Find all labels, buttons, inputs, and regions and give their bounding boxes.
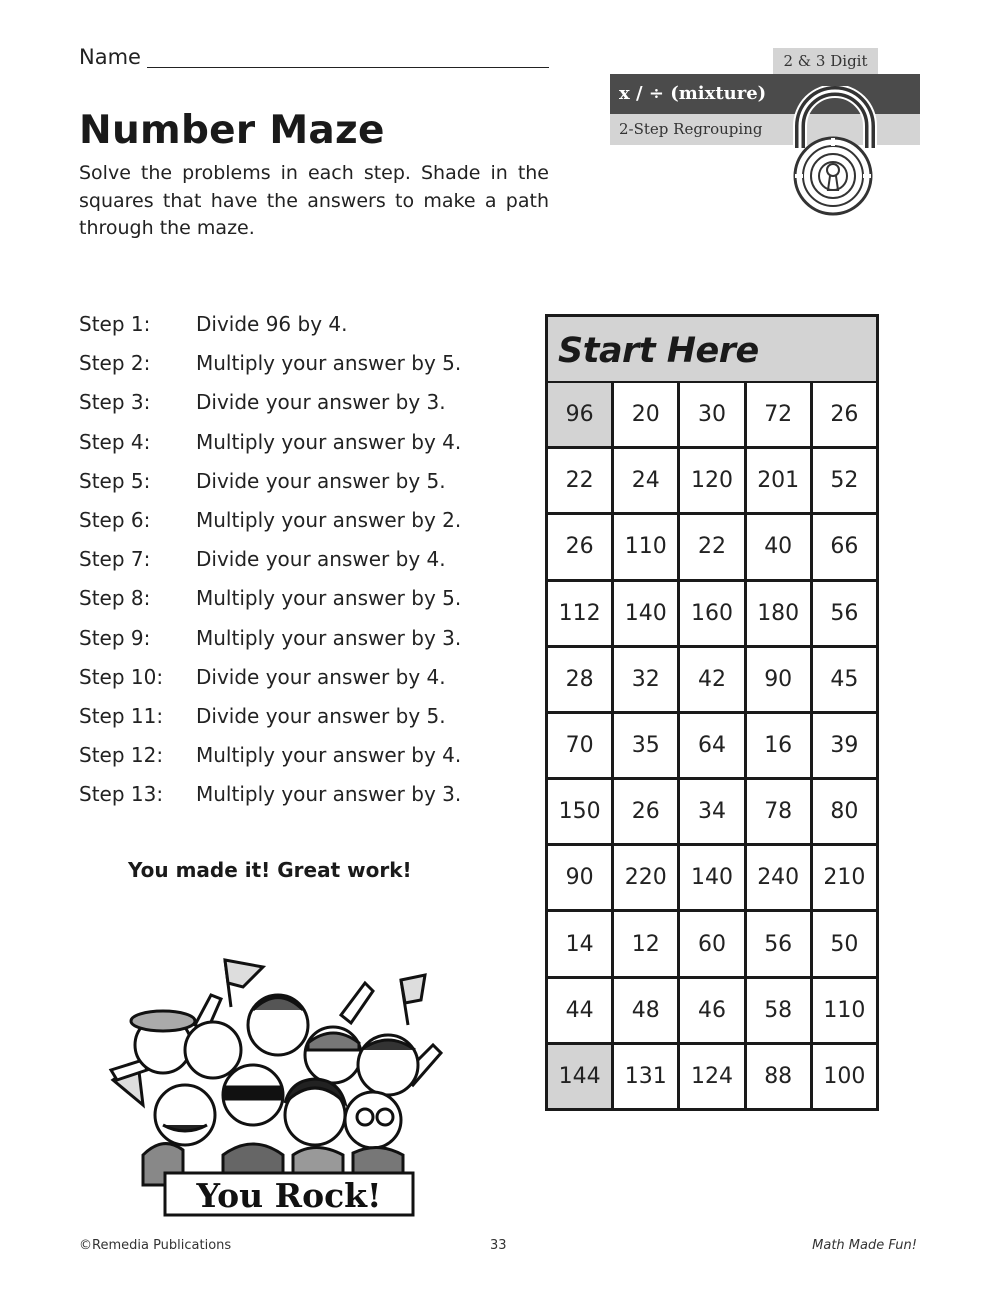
- maze-grid: [548, 383, 876, 1108]
- maze-cell[interactable]: 240: [747, 846, 810, 909]
- step-text: Divide your answer by 4.: [196, 547, 446, 572]
- cheering-crowd-illustration: [103, 955, 463, 1220]
- maze-cell[interactable]: 100: [813, 1045, 876, 1108]
- maze-cell[interactable]: 160: [680, 582, 743, 645]
- maze-cell[interactable]: 39: [813, 714, 876, 777]
- maze-cell[interactable]: 110: [614, 515, 677, 578]
- maze-cell[interactable]: 14: [548, 912, 611, 975]
- maze-cell[interactable]: 40: [747, 515, 810, 578]
- steps-list: [79, 306, 461, 815]
- footer-publisher: ©Remedia Publications: [79, 1238, 232, 1253]
- step-text: Divide your answer by 4.: [196, 664, 446, 689]
- step-item: [79, 463, 461, 502]
- maze-cell[interactable]: 12: [614, 912, 677, 975]
- step-item: [79, 620, 461, 659]
- maze-cell[interactable]: 26: [548, 515, 611, 578]
- step-text: Multiply your answer by 3.: [196, 782, 462, 807]
- maze-cell[interactable]: 22: [680, 515, 743, 578]
- maze-cell[interactable]: 112: [548, 582, 611, 645]
- step-label: Step 1:: [79, 312, 151, 336]
- step-text: Divide your answer by 5.: [196, 703, 446, 728]
- maze-cell[interactable]: 32: [614, 648, 677, 711]
- instructions: Solve the problems in each step. Shade in the squares that have the answers to make a path through the maze.: [79, 162, 549, 239]
- maze-cell[interactable]: 70: [548, 714, 611, 777]
- maze-cell[interactable]: 80: [813, 780, 876, 843]
- step-label: Step 13:: [79, 782, 164, 807]
- maze-cell[interactable]: 110: [813, 979, 876, 1042]
- maze-cell[interactable]: 180: [747, 582, 810, 645]
- maze-cell[interactable]: 150: [548, 780, 611, 843]
- maze-cell[interactable]: 24: [614, 449, 677, 512]
- number-maze: [545, 314, 879, 1111]
- step-item: [79, 384, 461, 423]
- maze-cell[interactable]: 52: [813, 449, 876, 512]
- step-label: Step 11:: [79, 703, 164, 728]
- footer-series: Math Made Fun!: [812, 1238, 917, 1253]
- step-text: Divide your answer by 3.: [196, 390, 446, 415]
- maze-start-label: Start Here: [548, 317, 876, 383]
- maze-cell[interactable]: 48: [614, 979, 677, 1042]
- maze-cell[interactable]: 56: [813, 582, 876, 645]
- step-item: [79, 580, 461, 619]
- maze-cell[interactable]: 22: [548, 449, 611, 512]
- maze-cell[interactable]: 144: [548, 1045, 611, 1108]
- step-label: Step 12:: [79, 743, 164, 768]
- step-item: [79, 424, 461, 463]
- maze-cell[interactable]: 78: [747, 780, 810, 843]
- maze-cell[interactable]: 44: [548, 979, 611, 1042]
- maze-cell[interactable]: 96: [548, 383, 611, 446]
- step-item: [79, 659, 461, 698]
- maze-cell[interactable]: 64: [680, 714, 743, 777]
- banner-text: You Rock!: [196, 1176, 382, 1215]
- footer-page-number: 33: [490, 1238, 507, 1253]
- step-text: Divide your answer by 5.: [196, 468, 446, 493]
- maze-cell[interactable]: 34: [680, 780, 743, 843]
- step-item: [79, 541, 461, 580]
- congrats-message: You made it! Great work!: [128, 858, 412, 882]
- maze-cell[interactable]: 90: [747, 648, 810, 711]
- step-item: [79, 776, 461, 815]
- maze-cell[interactable]: 131: [614, 1045, 677, 1108]
- step-label: Step 10:: [79, 664, 164, 689]
- maze-cell[interactable]: 50: [813, 912, 876, 975]
- maze-cell[interactable]: 210: [813, 846, 876, 909]
- maze-cell[interactable]: 201: [747, 449, 810, 512]
- step-text: Multiply your answer by 5.: [196, 586, 462, 611]
- step-label: Step 3:: [79, 390, 151, 415]
- maze-cell[interactable]: 56: [747, 912, 810, 975]
- skill-label: 2-Step Regrouping: [610, 114, 920, 145]
- step-text: Multiply your answer by 4.: [196, 743, 462, 768]
- maze-cell[interactable]: 90: [548, 846, 611, 909]
- step-item: [79, 502, 461, 541]
- maze-cell[interactable]: 26: [614, 780, 677, 843]
- step-item: [79, 737, 461, 776]
- maze-cell[interactable]: 124: [680, 1045, 743, 1108]
- name-field-line[interactable]: [147, 67, 549, 68]
- step-text: Multiply your answer by 5.: [196, 351, 462, 376]
- step-label: Step 8:: [79, 586, 151, 611]
- step-item: [79, 345, 461, 384]
- step-label: Step 4:: [79, 429, 151, 454]
- step-label: Step 5:: [79, 468, 151, 493]
- operation-label: x / ÷ (mixture): [610, 74, 920, 114]
- step-text: Multiply your answer by 4.: [196, 429, 462, 454]
- maze-cell[interactable]: 88: [747, 1045, 810, 1108]
- maze-cell[interactable]: 58: [747, 979, 810, 1042]
- step-text: Multiply your answer by 2.: [196, 507, 462, 532]
- page-title: Number Maze: [79, 108, 385, 153]
- step-text: Multiply your answer by 3.: [196, 625, 462, 650]
- maze-cell[interactable]: 42: [680, 648, 743, 711]
- step-label: Step 9:: [79, 625, 151, 650]
- maze-cell[interactable]: 16: [747, 714, 810, 777]
- step-label: Step 7:: [79, 547, 151, 572]
- maze-cell[interactable]: 140: [680, 846, 743, 909]
- maze-cell[interactable]: 140: [614, 582, 677, 645]
- maze-cell[interactable]: 26: [813, 383, 876, 446]
- maze-cell[interactable]: 30: [680, 383, 743, 446]
- maze-cell[interactable]: 35: [614, 714, 677, 777]
- level-badge: 2 & 3 Digit: [773, 48, 878, 74]
- maze-lock-icon: [770, 86, 900, 216]
- maze-cell[interactable]: 66: [813, 515, 876, 578]
- step-label: Step 6:: [79, 507, 151, 532]
- maze-cell[interactable]: 45: [813, 648, 876, 711]
- step-label: Step 2:: [79, 351, 151, 376]
- step-item: [79, 698, 461, 737]
- maze-cell[interactable]: 20: [614, 383, 677, 446]
- maze-cell[interactable]: 28: [548, 648, 611, 711]
- maze-cell[interactable]: 46: [680, 979, 743, 1042]
- maze-cell[interactable]: 120: [680, 449, 743, 512]
- maze-cell[interactable]: 60: [680, 912, 743, 975]
- name-label: Name: [79, 45, 141, 69]
- maze-cell[interactable]: 220: [614, 846, 677, 909]
- step-item: [79, 306, 461, 345]
- step-text: Divide 96 by 4.: [196, 312, 348, 336]
- maze-cell[interactable]: 72: [747, 383, 810, 446]
